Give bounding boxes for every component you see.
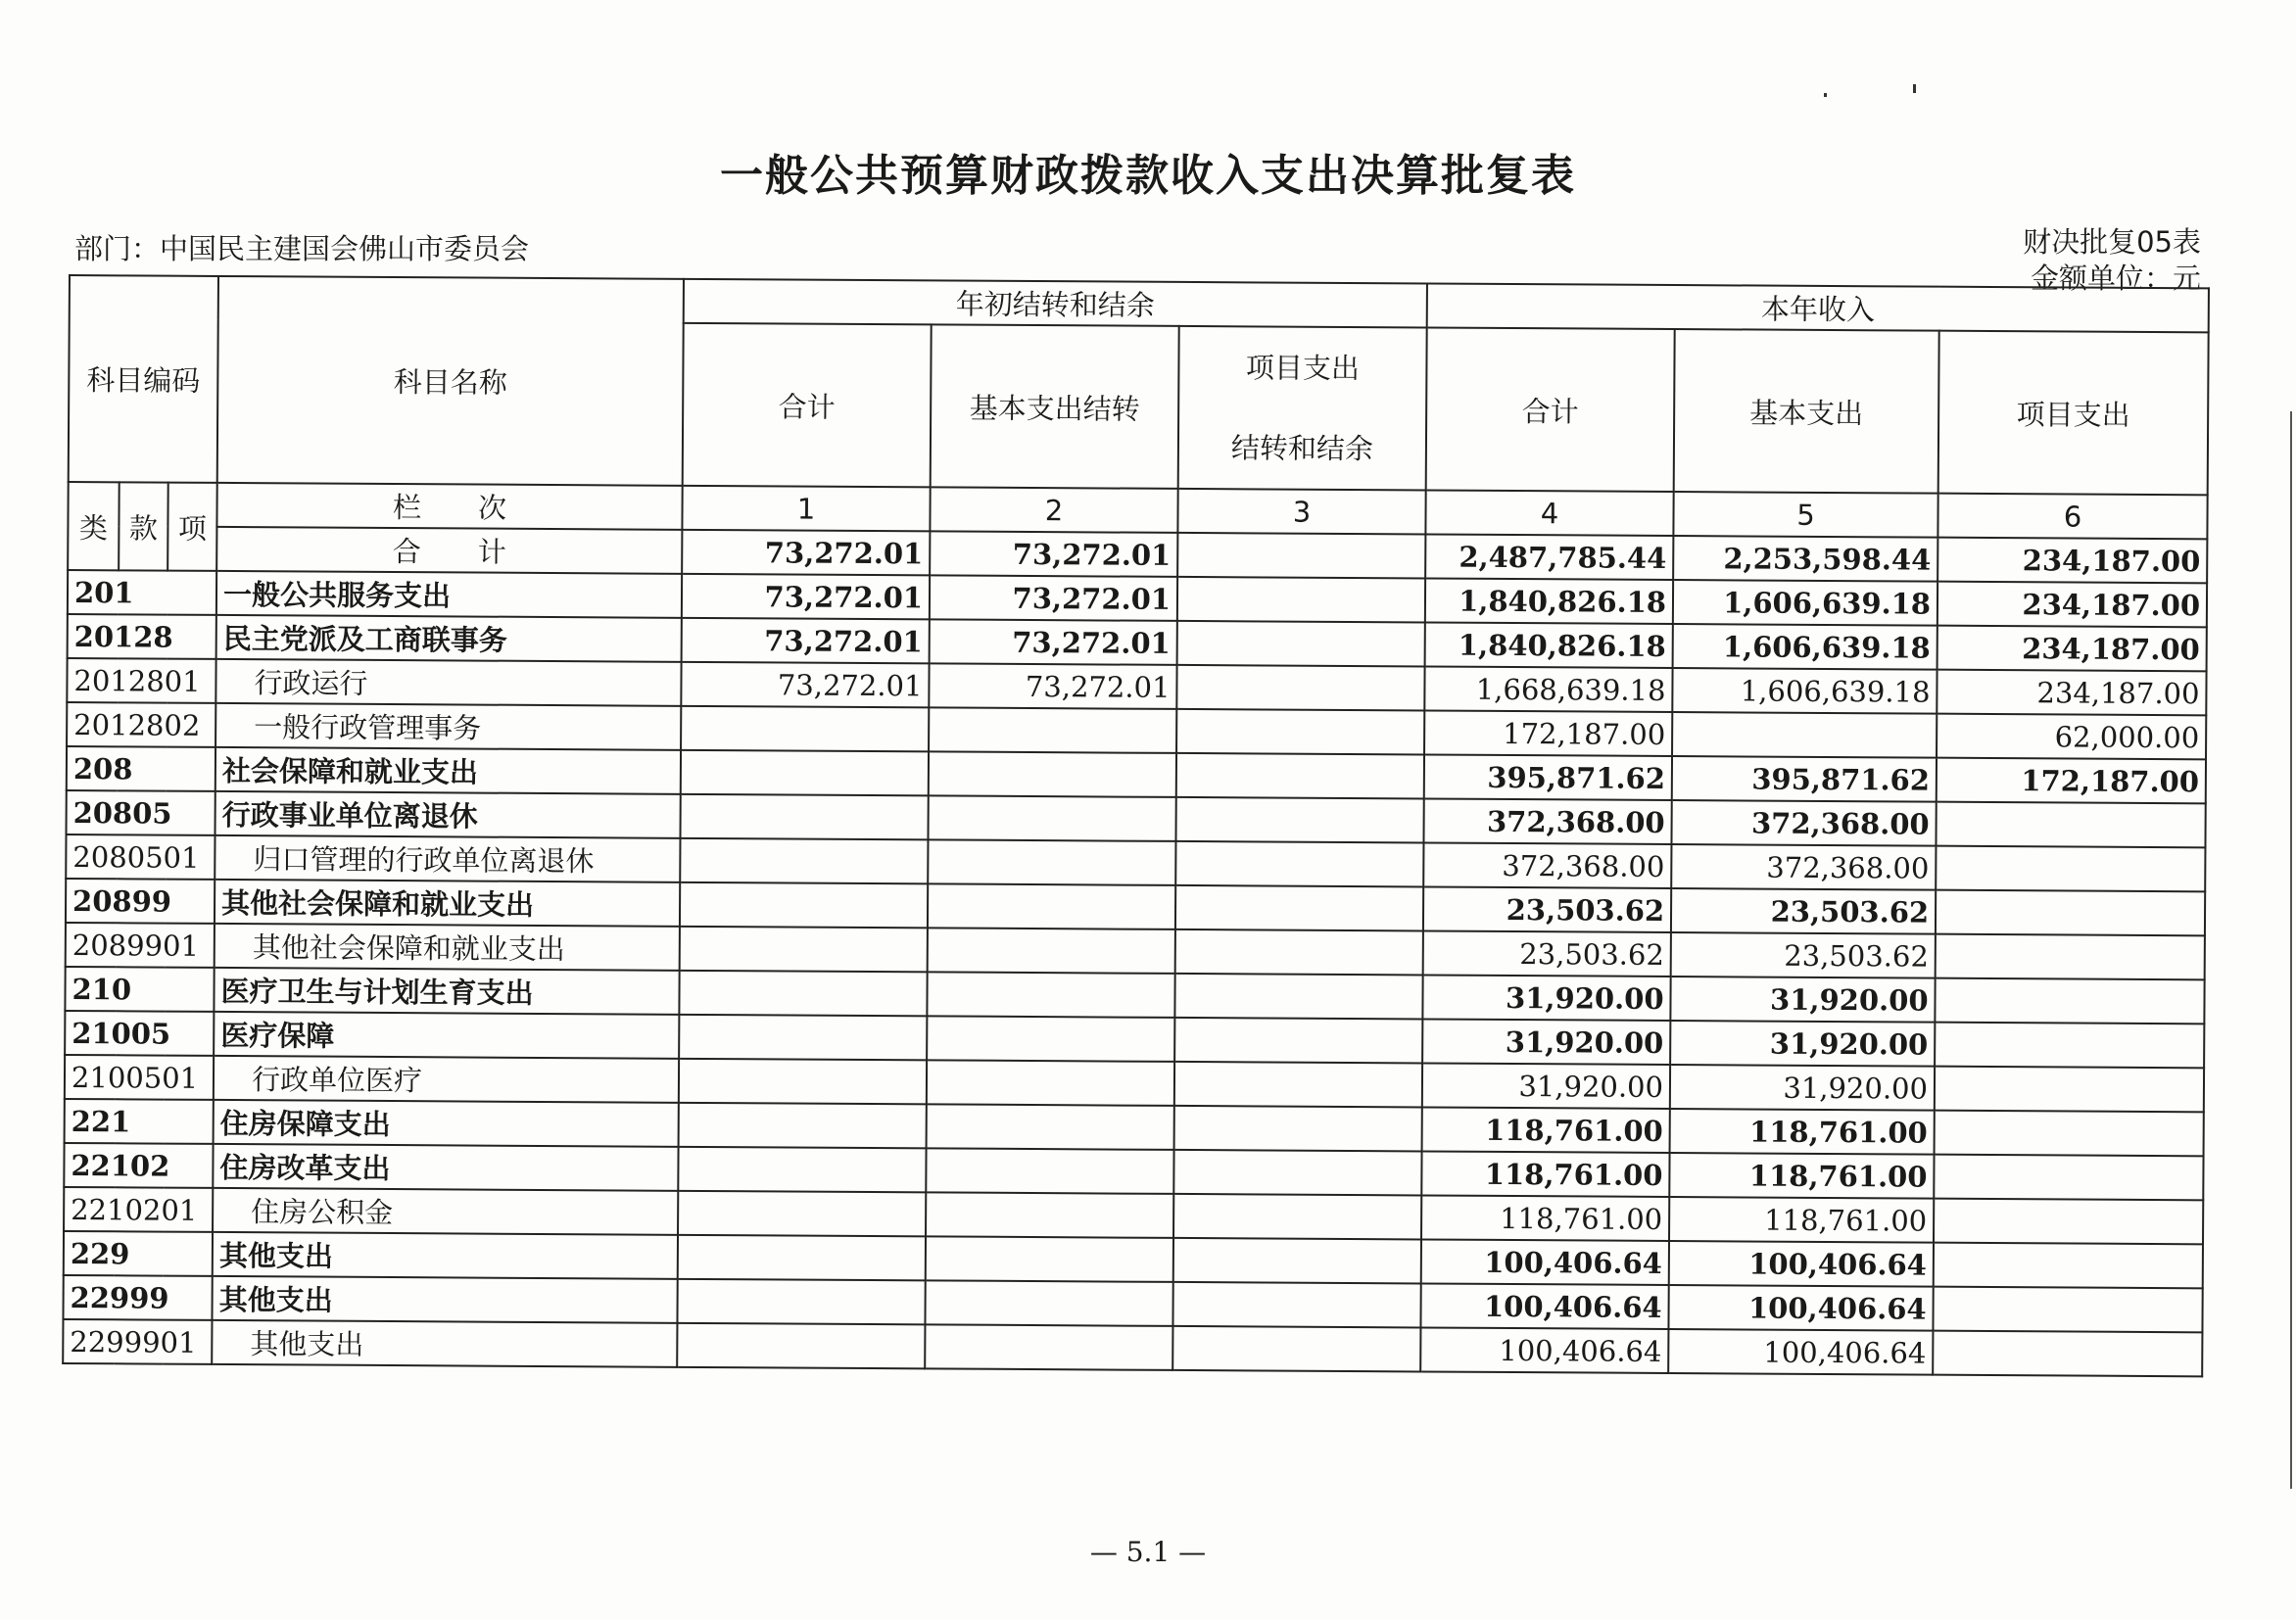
amount-cell [1934, 1243, 2203, 1289]
subject-name-cell: 其他支出 [213, 1276, 678, 1323]
amount-cell [681, 750, 929, 796]
amount-cell [926, 1148, 1173, 1194]
amount-cell: 73,272.01 [930, 575, 1177, 621]
amount-cell [679, 1015, 927, 1061]
subject-code-cell: 2299901 [63, 1319, 212, 1364]
amount-cell [927, 1016, 1174, 1062]
amount-cell: 100,406.64 [1421, 1239, 1669, 1285]
amount-cell: 73,272.01 [682, 618, 930, 664]
amount-cell [680, 838, 928, 884]
amount-cell: 172,187.00 [1424, 710, 1672, 756]
amount-cell [1173, 1194, 1421, 1240]
subject-code-cell: 2089901 [66, 923, 215, 968]
amount-cell [679, 1059, 927, 1105]
amount-cell [680, 882, 928, 929]
amount-cell [927, 1104, 1174, 1150]
amount-cell [1174, 974, 1422, 1020]
amount-cell [925, 1324, 1172, 1370]
column-index-4: 4 [1425, 490, 1673, 536]
scan-speck [1913, 84, 1916, 93]
amount-cell [927, 1060, 1174, 1106]
total-cell: 2,253,598.44 [1673, 536, 1937, 582]
form-number: 财决批复05表 [2023, 225, 2201, 259]
amount-cell [1936, 846, 2205, 892]
amount-cell: 31,920.00 [1422, 1019, 1670, 1065]
amount-cell [1935, 1067, 2204, 1113]
table-body [63, 570, 2207, 1376]
subject-code-cell: 20128 [68, 614, 216, 659]
header-lei: 类 [68, 482, 120, 570]
amount-cell: 73,272.01 [929, 663, 1176, 709]
amount-cell [928, 839, 1175, 885]
department-label: 部门：中国民主建国会佛山市委员会 [74, 232, 530, 265]
page-title: 一般公共预算财政拨款收入支出决算批复表 [720, 151, 1576, 201]
total-cell: 73,272.01 [682, 530, 930, 576]
subject-name-cell: 其他社会保障和就业支出 [215, 880, 680, 927]
amount-cell: 118,761.00 [1421, 1151, 1669, 1197]
header-subject-code: 科目编码 [69, 275, 218, 483]
amount-cell: 118,761.00 [1669, 1153, 1934, 1199]
amount-cell: 100,406.64 [1669, 1241, 1934, 1287]
amount-cell [1672, 712, 1937, 758]
amount-cell [928, 928, 1175, 974]
header-col2: 基本支出结转 [931, 324, 1179, 489]
amount-cell [1936, 934, 2205, 980]
amount-cell [1936, 890, 2205, 936]
amount-cell [929, 751, 1176, 797]
budget-table [62, 274, 2210, 1377]
amount-cell [681, 794, 929, 840]
subject-name-cell: 其他支出 [212, 1320, 677, 1367]
amount-cell: 1,606,639.18 [1673, 580, 1937, 626]
subject-code-cell: 22999 [63, 1275, 212, 1320]
amount-cell: 31,920.00 [1670, 1021, 1935, 1067]
amount-cell: 118,761.00 [1422, 1107, 1670, 1153]
amount-cell: 395,871.62 [1672, 756, 1937, 802]
amount-cell: 234,187.00 [1937, 670, 2206, 716]
subject-code-cell: 22102 [64, 1143, 213, 1188]
amount-cell [1937, 802, 2206, 848]
header-group-carryover: 年初结转和结余 [684, 279, 1427, 328]
amount-cell: 23,503.62 [1671, 932, 1936, 978]
amount-cell: 1,840,826.18 [1425, 622, 1673, 668]
subject-name-cell: 医疗卫生与计划生育支出 [214, 968, 679, 1015]
amount-cell: 372,368.00 [1672, 800, 1937, 846]
amount-cell [1172, 1282, 1420, 1328]
amount-cell [679, 1103, 927, 1149]
amount-cell: 118,761.00 [1669, 1197, 1934, 1243]
amount-cell: 1,606,639.18 [1673, 624, 1937, 670]
amount-cell: 31,920.00 [1670, 1065, 1935, 1111]
amount-cell [678, 1147, 926, 1193]
amount-cell: 234,187.00 [1937, 582, 2207, 628]
column-index-1: 1 [682, 486, 930, 532]
subject-code-cell: 2100501 [65, 1055, 214, 1100]
amount-cell [1176, 665, 1424, 711]
header-col3-line1: 项目支出 [1245, 351, 1361, 386]
total-cell [1177, 533, 1425, 579]
amount-cell: 395,871.62 [1424, 754, 1672, 800]
subject-name-cell: 住房保障支出 [214, 1100, 679, 1147]
amount-cell [1172, 1326, 1420, 1372]
amount-cell: 118,761.00 [1421, 1195, 1669, 1241]
amount-cell: 1,668,639.18 [1424, 666, 1672, 712]
amount-cell [1174, 1106, 1422, 1152]
amount-cell: 23,503.62 [1423, 886, 1671, 932]
amount-cell [929, 707, 1176, 753]
amount-cell: 372,368.00 [1423, 842, 1671, 888]
amount-cell: 118,761.00 [1670, 1109, 1935, 1155]
subject-name-cell: 行政运行 [215, 659, 681, 706]
amount-cell [1175, 841, 1423, 887]
amount-cell [1173, 1238, 1421, 1284]
subject-name-cell: 社会保障和就业支出 [215, 747, 681, 794]
header-column-index-label: 栏 次 [216, 483, 682, 530]
subject-code-cell: 201 [68, 570, 216, 615]
subject-code-cell: 229 [64, 1231, 213, 1276]
subject-code-cell: 221 [65, 1099, 214, 1144]
amount-cell [1174, 1062, 1422, 1108]
amount-unit: 金额单位：元 [2030, 262, 2201, 295]
subject-code-cell: 2210201 [64, 1187, 213, 1232]
amount-cell [926, 1192, 1173, 1238]
subject-code-cell: 210 [65, 967, 214, 1012]
header-kuan: 款 [119, 482, 168, 570]
amount-cell: 172,187.00 [1937, 758, 2206, 804]
amount-cell [1175, 885, 1423, 931]
column-index-5: 5 [1673, 492, 1937, 538]
page-edge-line [2290, 411, 2292, 1489]
subject-code-cell: 20805 [67, 790, 215, 835]
amount-cell: 100,406.64 [1668, 1329, 1933, 1375]
amount-cell [1177, 577, 1425, 623]
subject-name-cell: 归口管理的行政单位离退休 [215, 835, 680, 882]
amount-cell: 372,368.00 [1671, 844, 1936, 890]
header-col3 [1178, 326, 1427, 491]
amount-cell [1176, 709, 1424, 755]
header-xiang: 项 [167, 483, 217, 571]
amount-cell [1934, 1287, 2203, 1333]
header-col4: 合计 [1426, 327, 1675, 492]
header-group-income: 本年收入 [1427, 283, 2209, 332]
amount-cell [1173, 1150, 1421, 1196]
header-col6: 项目支出 [1938, 331, 2209, 496]
subject-name-cell: 其他支出 [213, 1232, 678, 1279]
amount-cell [1935, 1023, 2204, 1069]
scan-speck [1824, 93, 1827, 97]
amount-cell [1177, 621, 1425, 667]
subject-name-cell: 一般行政管理事务 [215, 703, 681, 750]
column-index-6: 6 [1937, 494, 2207, 540]
amount-cell [1934, 1199, 2203, 1245]
amount-cell [928, 883, 1175, 929]
amount-cell: 23,503.62 [1671, 888, 1936, 934]
subject-name-cell: 行政事业单位离退休 [215, 791, 681, 838]
page-number: — 5.1 — [1089, 1536, 1207, 1568]
total-cell: 2,487,785.44 [1425, 534, 1673, 580]
amount-cell [678, 1235, 926, 1281]
header-col5: 基本支出 [1674, 329, 1939, 494]
amount-cell [1933, 1331, 2202, 1377]
subject-code-cell: 2012801 [67, 658, 215, 703]
subject-name-cell: 行政单位医疗 [214, 1056, 679, 1103]
amount-cell: 234,187.00 [1937, 626, 2207, 672]
total-row-label: 合 计 [216, 527, 682, 574]
subject-name-cell: 民主党派及工商联事务 [216, 615, 682, 662]
amount-cell [1935, 978, 2204, 1024]
amount-cell: 73,272.01 [681, 662, 929, 708]
amount-cell: 1,840,826.18 [1425, 578, 1673, 624]
column-index-2: 2 [930, 487, 1177, 533]
amount-cell [680, 927, 928, 973]
subject-code-cell: 2012802 [67, 702, 215, 747]
subject-code-cell: 2080501 [66, 834, 215, 880]
amount-cell: 100,406.64 [1421, 1283, 1669, 1329]
amount-cell [927, 972, 1174, 1018]
amount-cell [1176, 797, 1424, 843]
amount-cell [926, 1236, 1173, 1282]
amount-cell [929, 795, 1176, 841]
total-cell: 73,272.01 [930, 531, 1177, 577]
header-subject-name: 科目名称 [217, 276, 684, 486]
subject-name-cell: 住房公积金 [213, 1188, 678, 1235]
amount-cell: 100,406.64 [1420, 1327, 1668, 1373]
subject-code-cell: 20899 [66, 879, 215, 924]
amount-cell: 100,406.64 [1669, 1285, 1934, 1331]
amount-cell [678, 1191, 926, 1237]
amount-cell: 1,606,639.18 [1672, 668, 1937, 714]
column-index-3: 3 [1177, 489, 1425, 535]
header-col1: 合计 [683, 323, 932, 488]
header-col3-line2: 结转和结余 [1230, 431, 1374, 466]
amount-cell [679, 971, 927, 1017]
amount-cell [925, 1280, 1172, 1326]
subject-name-cell: 其他社会保障和就业支出 [215, 924, 680, 971]
amount-cell: 73,272.01 [930, 619, 1177, 665]
amount-cell: 73,272.01 [682, 574, 930, 620]
amount-cell [1935, 1111, 2204, 1157]
subject-name-cell: 医疗保障 [214, 1012, 679, 1059]
amount-cell: 372,368.00 [1424, 798, 1672, 844]
subject-code-cell: 21005 [65, 1011, 214, 1056]
subject-name-cell: 一般公共服务支出 [216, 571, 682, 618]
amount-cell [678, 1279, 926, 1325]
amount-cell [1175, 929, 1423, 976]
subject-code-cell: 208 [67, 746, 215, 791]
amount-cell: 31,920.00 [1422, 1063, 1670, 1109]
amount-cell [1174, 1018, 1422, 1064]
amount-cell [677, 1323, 925, 1369]
amount-cell [681, 706, 929, 752]
amount-cell [1176, 753, 1424, 799]
amount-cell: 31,920.00 [1422, 975, 1670, 1021]
amount-cell [1934, 1155, 2203, 1201]
amount-cell: 31,920.00 [1670, 977, 1935, 1023]
subject-name-cell: 住房改革支出 [213, 1144, 678, 1191]
total-cell: 234,187.00 [1937, 538, 2207, 584]
amount-cell: 62,000.00 [1937, 714, 2206, 760]
amount-cell: 23,503.62 [1423, 930, 1671, 977]
